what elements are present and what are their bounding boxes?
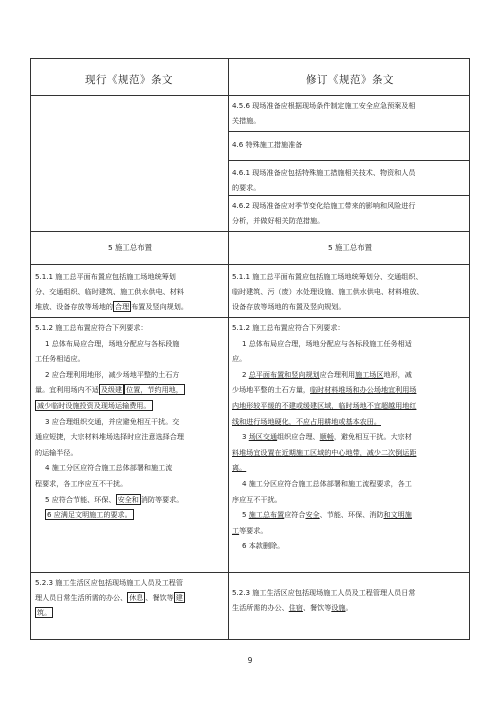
- highlight-box: 筑。: [37, 608, 52, 617]
- highlight-box: 安全和: [117, 494, 139, 504]
- highlight-box: 合理: [115, 302, 130, 311]
- divider: [31, 572, 469, 573]
- divider: [31, 231, 469, 232]
- section-title-right: 5 施工总布置: [327, 243, 372, 252]
- clause-5-1-2-left: 5.1.2 施工总布置应符合下列要求： 1 总体布局应合理，场地分配应与各标段施 工任务相适应。 2 应合理利用地形，减少场地平整的土石方 量。宜利用场内不适 及级建 位置，节约用地， 减少临时设施投资及现场运输费用。 3 应合理组织交通，并应避免相互干扰。交 通应短捷，大宗材料堆场选择时应注意选择合理 的运输半径。 4 施工分区应符合施工总体部署和施工流 程要求，各工序应互不干扰。 5 应符合节能、环保、 安全和 消防等要求。 6 应满足文明施工的要求。: [35, 323, 184, 520]
- section-title-left: 5 施工总布置: [107, 243, 152, 252]
- comparison-table: [30, 58, 470, 640]
- highlight-box: 位置，节约用地，: [126, 385, 183, 395]
- highlight-box: 休息: [129, 593, 144, 602]
- clause-5-1-1-left: 5.1.1 施工总平面布置应包括施工场地统筹划 分、交通组织、临时建筑、施工供水供电、材料 堆放、设备存放等场地的 合理 布置及竖向规划。: [35, 272, 188, 311]
- page-number: 9: [247, 656, 253, 665]
- clause-5-1-2-right: 5.1.2 施工总布置应符合下列要求： 1 总体布局应合理，场地分配应与各标段施工任务相适 应。 2 总平面布置和竖向规划应合理利用施工场区地形，减 少场地平整的土石方量，临时材料堆场和办公场地宜利用场 内地形较平缓的不建或缓建区域，临时场地不宜超越用地红 线和进行场地硬化，不应占用耕地或基本农田。 3 场区交通组织应合理、顺畅，避免相互干扰。大宗材 料堆场宜设置在近期施工区域的中心地带，减少二次倒运距 离。 4 施工分区应符合施工总体部署和施工流程要求，各工 序应互不干扰。 5 施工总布置应符合安全、节能、环保、消防和文明施 工等要求。 6 本款删除。: [232, 323, 417, 551]
- highlight-box: 6 应满足文明施工的要求。: [46, 510, 132, 520]
- clause-4-6: 4.6 特殊施工措施准备: [232, 140, 303, 149]
- divider: [31, 317, 469, 318]
- clause-4-6-2: 4.6.2 现场准备应对季节变化给施工带来的影响和风险进行 分析，并做好相关防范措施。: [232, 201, 416, 225]
- divider: [31, 264, 469, 265]
- divider: [229, 160, 469, 161]
- clause-5-1-1-right: 5.1.1 施工总平面布置应包括施工场地统筹划分、交通组织、 临时建筑、污（废）水处理设施、施工供水供电、材料堆放、 设备存放等场地的布置及竖向规划。: [232, 272, 424, 311]
- divider: [31, 95, 469, 96]
- clause-4-6-1: 4.6.1 现场准备应包括特殊施工措施相关技术、物资和人员 的要求。: [232, 168, 416, 192]
- clause-5-2-3-left: 5.2.3 施工生活区应包括现场施工人员及工程管 理人员日常生活所需的办公、 休息 、餐饮等 建 筑。: [35, 578, 183, 617]
- header-left: 现行《规范》条文: [85, 74, 173, 86]
- highlight-box: 减少临时设施投资及现场运输费用。: [37, 400, 151, 410]
- clause-4-5-6: 4.5.6 现场准备应根据现场条件制定施工安全应急预案及相 关措施。: [232, 101, 416, 125]
- divider: [229, 131, 469, 132]
- highlight-box: 及级建: [100, 385, 123, 395]
- column-divider: [228, 59, 229, 639]
- highlight-box: 建: [175, 593, 183, 602]
- clause-5-2-3-right: 5.2.3 施工生活区应包括现场施工人员及工程管理人员日常 生活所需的办公、住宿、餐饮等设施。: [232, 588, 416, 612]
- header-right: 修订《规范》条文: [306, 74, 394, 86]
- divider: [229, 195, 469, 196]
